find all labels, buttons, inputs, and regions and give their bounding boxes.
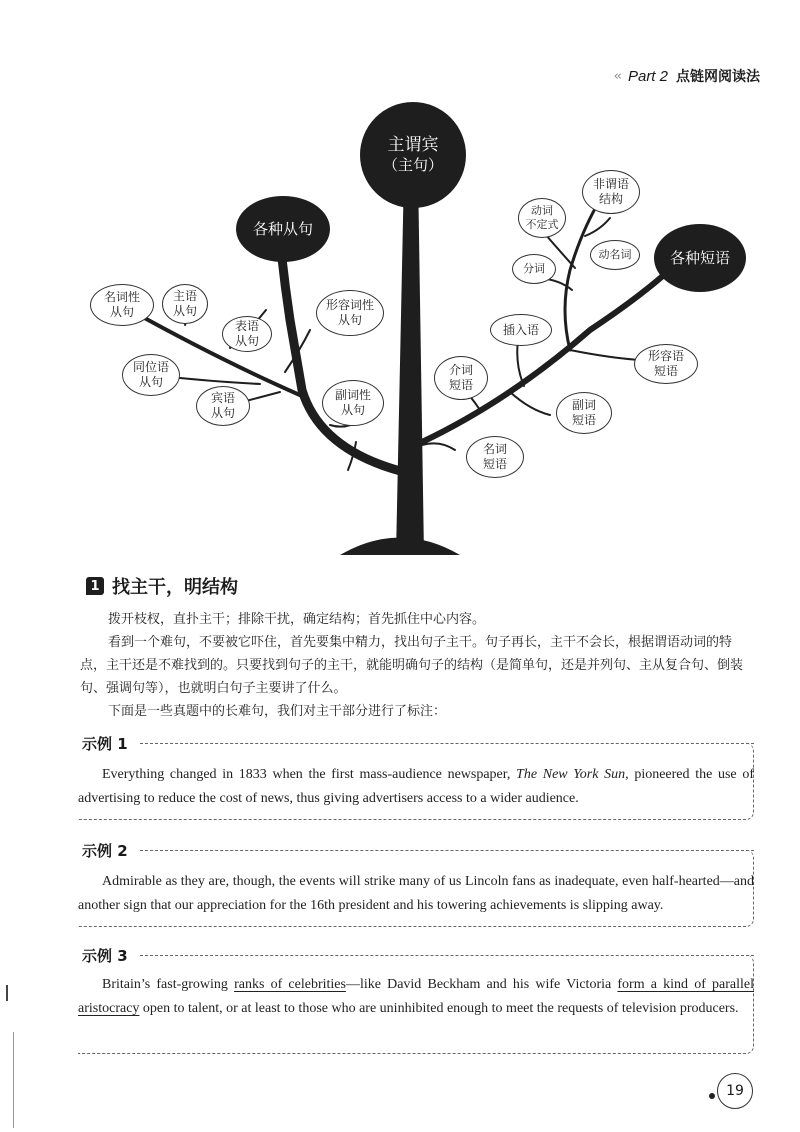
example-2 xyxy=(78,840,754,930)
bubble-line: 短语 xyxy=(448,378,473,392)
page-number: 19 xyxy=(717,1073,753,1109)
paragraph: 下面是一些真题中的长难句，我们对主干部分进行了标注： xyxy=(108,704,447,719)
trunk-node xyxy=(360,102,466,208)
example-text xyxy=(78,973,754,1021)
bubble-line: 同位语 xyxy=(132,360,169,374)
margin-mark xyxy=(6,985,8,1001)
bubble-line: 不定式 xyxy=(525,218,559,231)
clauses-node xyxy=(236,196,330,262)
parenthesis-bubble xyxy=(490,314,552,346)
bubble-line: 副词 xyxy=(571,398,596,412)
paragraph: 看到一个难句，不要被它吓住，首先要集中精力，找出句子主干。句子再长，主干不会长，根据谓语动词的特点，主干还是不难找到的。只要找到句子的主干，就能明确句子的结构（是简单句，还是并列句、主从复合句、倒装句、强调句等），也就明白句子主要讲了什么。 xyxy=(80,635,744,696)
subject-clause-bubble xyxy=(162,284,208,324)
clauses-node-label: 各种从句 xyxy=(252,219,313,238)
page-header xyxy=(614,66,760,86)
bubble-line: 从句 xyxy=(337,313,362,327)
bubble-line: 主语 xyxy=(172,289,197,303)
bubble-line: 动词 xyxy=(531,204,553,218)
bubble-line: 短语 xyxy=(482,457,507,471)
section-heading xyxy=(86,573,238,599)
intro-paragraphs xyxy=(80,608,756,723)
page-dot-icon xyxy=(709,1093,715,1099)
bubble-line: 从句 xyxy=(340,403,365,417)
tree-diagram xyxy=(70,100,730,560)
gerund-bubble xyxy=(590,240,640,270)
header-title: 点链网阅读法 xyxy=(676,69,760,85)
bubble-line: 从句 xyxy=(138,375,163,389)
bubble-line: 分词 xyxy=(523,262,545,276)
italic-title: The New York Sun xyxy=(516,767,626,782)
bubble-line: 介词 xyxy=(448,363,473,377)
bubble-line: 短语 xyxy=(653,364,678,378)
header-chevron-icon: ‹‹ xyxy=(613,68,620,84)
text-segment: , pioneered the use of advertising to reduce the cost of news, thus giving advertisers access to a wider audience. xyxy=(78,767,754,806)
phrases-node xyxy=(654,224,746,292)
text-segment: Britain’s fast-growing xyxy=(102,977,235,992)
margin-line xyxy=(13,1032,14,1128)
bubble-line: 从句 xyxy=(109,305,134,319)
example-3 xyxy=(78,945,754,1055)
adverbial-clause-bubble xyxy=(322,380,384,426)
paragraph: 拨开枝杈，直扑主干；排除干扰，确定结构；首先抓住中心内容。 xyxy=(108,612,486,627)
noun-clause-bubble xyxy=(90,284,154,326)
bubble-line: 名词性 xyxy=(103,290,140,304)
non-finite-bubble xyxy=(582,170,640,214)
example-text xyxy=(78,763,754,811)
trunk-node-sublabel: （主句） xyxy=(382,156,443,175)
example-label: 示例 1 xyxy=(82,733,136,754)
adjective-clause-bubble xyxy=(316,290,384,336)
participle-bubble xyxy=(512,254,556,284)
prep-phrase-bubble xyxy=(434,356,488,400)
object-clause-bubble xyxy=(196,386,250,426)
bubble-line: 形容语 xyxy=(647,349,684,363)
bubble-line: 从句 xyxy=(210,406,235,420)
text-segment: open to talent, or at least to those who are uninhibited enough to meet the requests of television producers. xyxy=(139,1001,739,1016)
bubble-line: 动名词 xyxy=(598,248,632,262)
example-1 xyxy=(78,733,754,823)
adverb-phrase-bubble xyxy=(556,392,612,434)
bubble-line: 名词 xyxy=(482,442,507,456)
example-label: 示例 2 xyxy=(82,840,136,861)
example-label: 示例 3 xyxy=(82,945,136,966)
predicative-clause-bubble xyxy=(222,316,272,352)
phrases-node-label: 各种短语 xyxy=(669,248,730,267)
underlined-subject: ranks of celebrities xyxy=(234,977,346,992)
bubble-line: 短语 xyxy=(571,413,596,427)
section-title: 找主干，明结构 xyxy=(112,577,238,598)
section-number-badge: 1 xyxy=(86,577,104,595)
underlined-predicate: form a kind of parallel aristocracy xyxy=(78,977,755,1016)
example-text: Admirable as they are, though, the events will strike many of us Lincoln fans as inadequate, even half-hearted—and another sign that our appreciation for the 16th president and his towering achievements is slipping away. xyxy=(78,874,754,913)
infinitive-bubble xyxy=(518,198,566,238)
text-segment: —like David Beckham and his wife Victoria xyxy=(345,977,618,992)
bubble-line: 副词性 xyxy=(334,388,371,402)
trunk-node-label: 主谓宾 xyxy=(387,135,439,155)
header-part: Part 2 xyxy=(627,67,668,85)
text-segment: Everything changed in 1833 when the first mass-audience newspaper, xyxy=(102,767,517,782)
adjective-phrase-bubble xyxy=(634,344,698,384)
bubble-line: 从句 xyxy=(234,334,259,348)
bubble-line: 从句 xyxy=(172,304,197,318)
bubble-line: 形容词性 xyxy=(325,298,374,312)
bubble-line: 表语 xyxy=(234,319,259,333)
bubble-line: 非谓语 xyxy=(592,177,629,191)
noun-phrase-bubble xyxy=(466,436,524,478)
appositive-clause-bubble xyxy=(122,354,180,396)
bubble-line: 宾语 xyxy=(210,391,235,405)
bubble-line: 插入语 xyxy=(502,322,539,337)
bubble-line: 结构 xyxy=(598,192,623,206)
